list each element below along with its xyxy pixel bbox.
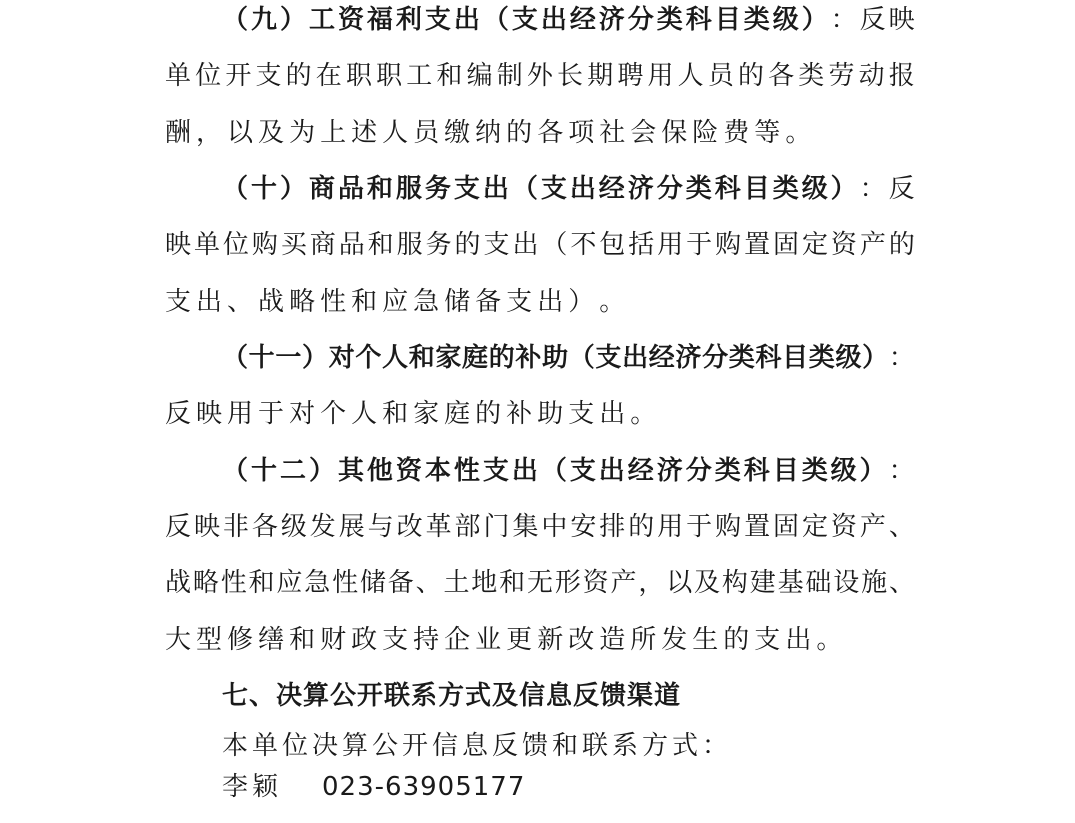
glyph: 福 <box>366 5 393 35</box>
glyph: 上 <box>320 118 352 148</box>
glyph: 经 <box>648 343 675 373</box>
glyph: 造 <box>599 625 631 655</box>
glyph: 性 <box>453 456 480 486</box>
glyph: 期 <box>587 61 614 91</box>
glyph: 新 <box>537 625 569 655</box>
glyph: ： <box>859 174 886 204</box>
glyph: 施 <box>861 568 888 598</box>
glyph: 人 <box>382 118 414 148</box>
glyph: 定 <box>801 512 828 542</box>
glyph: 社 <box>599 118 631 148</box>
glyph: 类 <box>656 5 683 35</box>
glyph: 济 <box>598 5 625 35</box>
glyph: 定 <box>801 230 828 260</box>
glyph: 对 <box>289 399 321 429</box>
glyph: ： <box>830 5 857 35</box>
glyph: 报 <box>888 61 915 91</box>
glyph: 战 <box>258 287 290 317</box>
glyph: 出 <box>537 287 569 317</box>
glyph: 改 <box>396 512 423 542</box>
glyph: ， <box>196 118 228 148</box>
glyph: 的 <box>285 61 312 91</box>
glyph: 品 <box>337 174 364 204</box>
glyph: 发 <box>661 625 693 655</box>
glyph: 类 <box>685 174 712 204</box>
glyph: 费 <box>723 118 755 148</box>
glyph: 支 <box>482 456 509 486</box>
glyph: 。 <box>785 118 817 148</box>
glyph: 等 <box>754 118 786 148</box>
glyph: 产 <box>859 512 886 542</box>
glyph: 级 <box>772 5 799 35</box>
glyph: 补 <box>506 399 538 429</box>
glyph: 位 <box>222 230 249 260</box>
glyph: 的 <box>488 343 515 373</box>
paragraph-9-line-3 <box>165 113 915 153</box>
glyph: 支 <box>595 343 622 373</box>
glyph: 外 <box>526 61 553 91</box>
paragraph-11-line-1 <box>222 338 915 378</box>
glyph: 为 <box>289 118 321 148</box>
glyph: 服 <box>395 174 422 204</box>
glyph: 于 <box>686 230 713 260</box>
paragraph-12-line-2 <box>165 507 915 547</box>
glyph: 门 <box>483 512 510 542</box>
glyph: 和 <box>351 287 383 317</box>
glyph: 用 <box>647 61 674 91</box>
glyph: 置 <box>744 512 771 542</box>
glyph: 应 <box>382 287 414 317</box>
glyph: ） <box>862 343 889 373</box>
glyph: 出 <box>569 174 596 204</box>
glyph: 。 <box>599 287 631 317</box>
glyph: 员 <box>413 118 445 148</box>
glyph: 工 <box>406 61 433 91</box>
glyph: 地 <box>471 568 498 598</box>
glyph: 固 <box>773 512 800 542</box>
glyph: ： <box>888 456 915 486</box>
glyph: 无 <box>526 568 553 598</box>
glyph: 利 <box>395 5 422 35</box>
paragraph-12-line-3 <box>165 563 915 603</box>
glyph: 映 <box>888 5 915 35</box>
glyph: 修 <box>227 625 259 655</box>
glyph: 发 <box>309 512 336 542</box>
glyph: 人 <box>382 343 409 373</box>
glyph: 各 <box>537 118 569 148</box>
glyph: 改 <box>568 625 600 655</box>
glyph: 的 <box>506 118 538 148</box>
glyph: 服 <box>396 230 423 260</box>
glyph: 大 <box>165 625 197 655</box>
glyph: 类 <box>798 61 825 91</box>
glyph: 集 <box>512 512 539 542</box>
glyph: 不 <box>570 230 597 260</box>
glyph: 品 <box>338 230 365 260</box>
glyph: 支 <box>255 61 282 91</box>
glyph: 、 <box>415 568 442 598</box>
glyph: 支 <box>754 625 786 655</box>
glyph: 家 <box>435 343 462 373</box>
glyph: 九 <box>250 5 277 35</box>
glyph: 和 <box>289 625 321 655</box>
glyph: 支 <box>382 625 414 655</box>
glyph: 型 <box>196 625 228 655</box>
glyph: 支 <box>453 174 480 204</box>
glyph: 商 <box>309 230 336 260</box>
glyph: 出 <box>622 343 649 373</box>
glyph: 应 <box>276 568 303 598</box>
glyph: 十 <box>250 456 277 486</box>
glyph: 类 <box>772 174 799 204</box>
glyph: （ <box>541 230 568 260</box>
glyph: 急 <box>413 287 445 317</box>
glyph: 备 <box>475 287 507 317</box>
glyph: 制 <box>496 61 523 91</box>
glyph: 出 <box>599 399 631 429</box>
glyph: 及 <box>258 118 290 148</box>
glyph: 的 <box>628 512 655 542</box>
glyph: 产 <box>859 230 886 260</box>
glyph: 对 <box>328 343 355 373</box>
glyph: 个 <box>320 399 352 429</box>
paragraph-10-line-1 <box>222 169 915 209</box>
glyph: 部 <box>454 512 481 542</box>
glyph: 动 <box>858 61 885 91</box>
glyph: 于 <box>686 512 713 542</box>
glyph: 级 <box>280 512 307 542</box>
glyph: 括 <box>628 230 655 260</box>
glyph: 分 <box>685 456 712 486</box>
glyph: 项 <box>568 118 600 148</box>
glyph: 设 <box>833 568 860 598</box>
glyph: 二 <box>279 456 306 486</box>
glyph: 及 <box>694 568 721 598</box>
glyph: 个 <box>355 343 382 373</box>
glyph: 缴 <box>444 118 476 148</box>
glyph: ） <box>308 456 335 486</box>
glyph: 产 <box>610 568 637 598</box>
glyph: 用 <box>657 512 684 542</box>
glyph: 反 <box>165 512 192 542</box>
glyph: 反 <box>859 5 886 35</box>
paragraph-11-line-2 <box>165 394 915 434</box>
glyph: 会 <box>630 118 662 148</box>
glyph: 、 <box>888 568 915 598</box>
glyph: 革 <box>425 512 452 542</box>
glyph: 安 <box>570 512 597 542</box>
paragraph-9-line-2 <box>165 56 915 96</box>
glyph: ） <box>302 343 329 373</box>
glyph: 庭 <box>462 343 489 373</box>
glyph: 纳 <box>475 118 507 148</box>
glyph: 生 <box>692 625 724 655</box>
glyph: 排 <box>599 512 626 542</box>
glyph: 性 <box>220 568 247 598</box>
glyph: 聘 <box>617 61 644 91</box>
glyph: 开 <box>225 61 252 91</box>
glyph: （ <box>222 5 249 35</box>
glyph: 各 <box>251 512 278 542</box>
glyph: 济 <box>656 456 683 486</box>
glyph: 分 <box>702 343 729 373</box>
glyph: 资 <box>830 230 857 260</box>
glyph: 出 <box>785 625 817 655</box>
glyph: 础 <box>805 568 832 598</box>
glyph: ） <box>568 287 600 317</box>
glyph: 建 <box>749 568 776 598</box>
glyph: 和 <box>436 61 463 91</box>
glyph: 目 <box>772 456 799 486</box>
glyph: 支 <box>540 174 567 204</box>
glyph: 他 <box>366 456 393 486</box>
glyph: 、 <box>227 287 259 317</box>
glyph: 非 <box>222 512 249 542</box>
glyph: 的 <box>475 399 507 429</box>
glyph: 业 <box>475 625 507 655</box>
glyph: ） <box>279 5 306 35</box>
glyph: 十 <box>250 174 277 204</box>
glyph: 庭 <box>444 399 476 429</box>
glyph: 企 <box>444 625 476 655</box>
glyph: 性 <box>332 568 359 598</box>
glyph: 持 <box>413 625 445 655</box>
glyph: （ <box>222 174 249 204</box>
glyph: 类 <box>808 343 835 373</box>
glyph: 出 <box>512 230 539 260</box>
glyph: 职 <box>376 61 403 91</box>
glyph: 务 <box>425 230 452 260</box>
glyph: 补 <box>515 343 542 373</box>
glyph: 十 <box>248 343 275 373</box>
glyph: 映 <box>196 399 228 429</box>
glyph: 一 <box>275 343 302 373</box>
glyph: ） <box>801 5 828 35</box>
glyph: 中 <box>541 512 568 542</box>
glyph: 科 <box>685 5 712 35</box>
glyph: 支 <box>569 456 596 486</box>
glyph: ， <box>638 568 665 598</box>
glyph: 类 <box>743 5 770 35</box>
paragraph-12-line-4 <box>165 620 915 660</box>
contact-name: 李颖 <box>222 772 283 802</box>
glyph: 和 <box>382 399 414 429</box>
glyph: 资 <box>830 512 857 542</box>
glyph: 略 <box>192 568 219 598</box>
glyph: 反 <box>888 174 915 204</box>
glyph: 映 <box>165 230 192 260</box>
glyph: 出 <box>453 5 480 35</box>
glyph: 济 <box>627 174 654 204</box>
glyph: 出 <box>511 456 538 486</box>
glyph: 购 <box>251 230 278 260</box>
glyph: 出 <box>196 287 228 317</box>
glyph: （ <box>568 343 595 373</box>
glyph: 商 <box>308 174 335 204</box>
glyph: 买 <box>280 230 307 260</box>
glyph: 和 <box>366 174 393 204</box>
glyph: 、 <box>888 512 915 542</box>
glyph: 的 <box>737 61 764 91</box>
glyph: 在 <box>315 61 342 91</box>
glyph: 反 <box>165 399 197 429</box>
glyph: 酬 <box>165 118 197 148</box>
section-intro: 本单位决算公开信息反馈和联系方式： <box>222 731 733 761</box>
glyph: 类 <box>801 456 828 486</box>
glyph: 劳 <box>828 61 855 91</box>
glyph: 储 <box>444 287 476 317</box>
glyph: 基 <box>777 568 804 598</box>
glyph: 出 <box>598 456 625 486</box>
glyph: 财 <box>320 625 352 655</box>
glyph: 工 <box>308 5 335 35</box>
paragraph-12-line-1 <box>222 451 915 491</box>
glyph: 性 <box>320 287 352 317</box>
glyph: 类 <box>728 343 755 373</box>
glyph: 的 <box>888 230 915 260</box>
glyph: 映 <box>193 512 220 542</box>
glyph: 保 <box>661 118 693 148</box>
glyph: 展 <box>338 512 365 542</box>
glyph: 科 <box>755 343 782 373</box>
glyph: 储 <box>359 568 386 598</box>
glyph: 助 <box>537 399 569 429</box>
glyph: 级 <box>835 343 862 373</box>
glyph: 形 <box>554 568 581 598</box>
glyph: （ <box>222 343 249 373</box>
glyph: ： <box>888 343 915 373</box>
glyph: 科 <box>743 456 770 486</box>
glyph: （ <box>222 456 249 486</box>
glyph: 目 <box>714 5 741 35</box>
glyph: 本 <box>424 456 451 486</box>
glyph: 于 <box>258 399 290 429</box>
glyph: 所 <box>630 625 662 655</box>
glyph: 其 <box>337 456 364 486</box>
glyph: 和 <box>248 568 275 598</box>
glyph: 以 <box>227 118 259 148</box>
glyph: 人 <box>351 399 383 429</box>
glyph: 用 <box>227 399 259 429</box>
glyph: 战 <box>165 568 192 598</box>
glyph: 经 <box>569 5 596 35</box>
glyph: 。 <box>816 625 848 655</box>
glyph: 经 <box>627 456 654 486</box>
glyph: 以 <box>666 568 693 598</box>
glyph: 支 <box>424 5 451 35</box>
glyph: 助 <box>542 343 569 373</box>
paragraph-10-line-3 <box>165 282 915 322</box>
glyph: ） <box>279 174 306 204</box>
glyph: 。 <box>630 399 662 429</box>
glyph: 的 <box>723 625 755 655</box>
glyph: 目 <box>782 343 809 373</box>
glyph: 科 <box>714 174 741 204</box>
contact-line <box>222 767 525 807</box>
glyph: 家 <box>413 399 445 429</box>
glyph: 长 <box>557 61 584 91</box>
glyph: 支 <box>483 230 510 260</box>
glyph: 购 <box>715 512 742 542</box>
glyph: ） <box>859 456 886 486</box>
glyph: 各 <box>768 61 795 91</box>
glyph: 更 <box>506 625 538 655</box>
contact-phone: 023-63905177 <box>322 772 526 802</box>
section-heading: 七、决算公开联系方式及信息反馈渠道 <box>222 681 682 711</box>
glyph: 包 <box>599 230 626 260</box>
glyph: 政 <box>351 625 383 655</box>
glyph: 编 <box>466 61 493 91</box>
glyph: 资 <box>337 5 364 35</box>
glyph: 置 <box>744 230 771 260</box>
glyph: 固 <box>773 230 800 260</box>
glyph: 职 <box>345 61 372 91</box>
glyph: 资 <box>582 568 609 598</box>
glyph: 与 <box>367 512 394 542</box>
glyph: 支 <box>165 287 197 317</box>
glyph: 分 <box>656 174 683 204</box>
glyph: 级 <box>830 456 857 486</box>
glyph: 人 <box>677 61 704 91</box>
glyph: 位 <box>195 61 222 91</box>
glyph: 员 <box>707 61 734 91</box>
glyph: 目 <box>743 174 770 204</box>
glyph: 出 <box>540 5 567 35</box>
glyph: 经 <box>598 174 625 204</box>
glyph: 分 <box>627 5 654 35</box>
glyph: 和 <box>408 343 435 373</box>
glyph: 单 <box>193 230 220 260</box>
paragraph-10-line-2 <box>165 225 915 265</box>
glyph: 和 <box>499 568 526 598</box>
glyph: 备 <box>387 568 414 598</box>
glyph: ） <box>830 174 857 204</box>
glyph: 购 <box>715 230 742 260</box>
glyph: （ <box>482 5 509 35</box>
glyph: 述 <box>351 118 383 148</box>
glyph: 用 <box>657 230 684 260</box>
glyph: 资 <box>395 456 422 486</box>
paragraph-9-line-1 <box>222 0 915 40</box>
glyph: 类 <box>714 456 741 486</box>
glyph: 缮 <box>258 625 290 655</box>
glyph: 济 <box>675 343 702 373</box>
glyph: 略 <box>289 287 321 317</box>
glyph: （ <box>540 456 567 486</box>
glyph: 级 <box>801 174 828 204</box>
glyph: 险 <box>692 118 724 148</box>
glyph: 和 <box>367 230 394 260</box>
glyph: 务 <box>424 174 451 204</box>
glyph: 支 <box>511 5 538 35</box>
glyph: 出 <box>482 174 509 204</box>
glyph: 支 <box>506 287 538 317</box>
glyph: 单 <box>165 61 192 91</box>
glyph: 支 <box>568 399 600 429</box>
glyph: 急 <box>304 568 331 598</box>
glyph: 构 <box>721 568 748 598</box>
glyph: 土 <box>443 568 470 598</box>
glyph: （ <box>511 174 538 204</box>
glyph: 的 <box>454 230 481 260</box>
